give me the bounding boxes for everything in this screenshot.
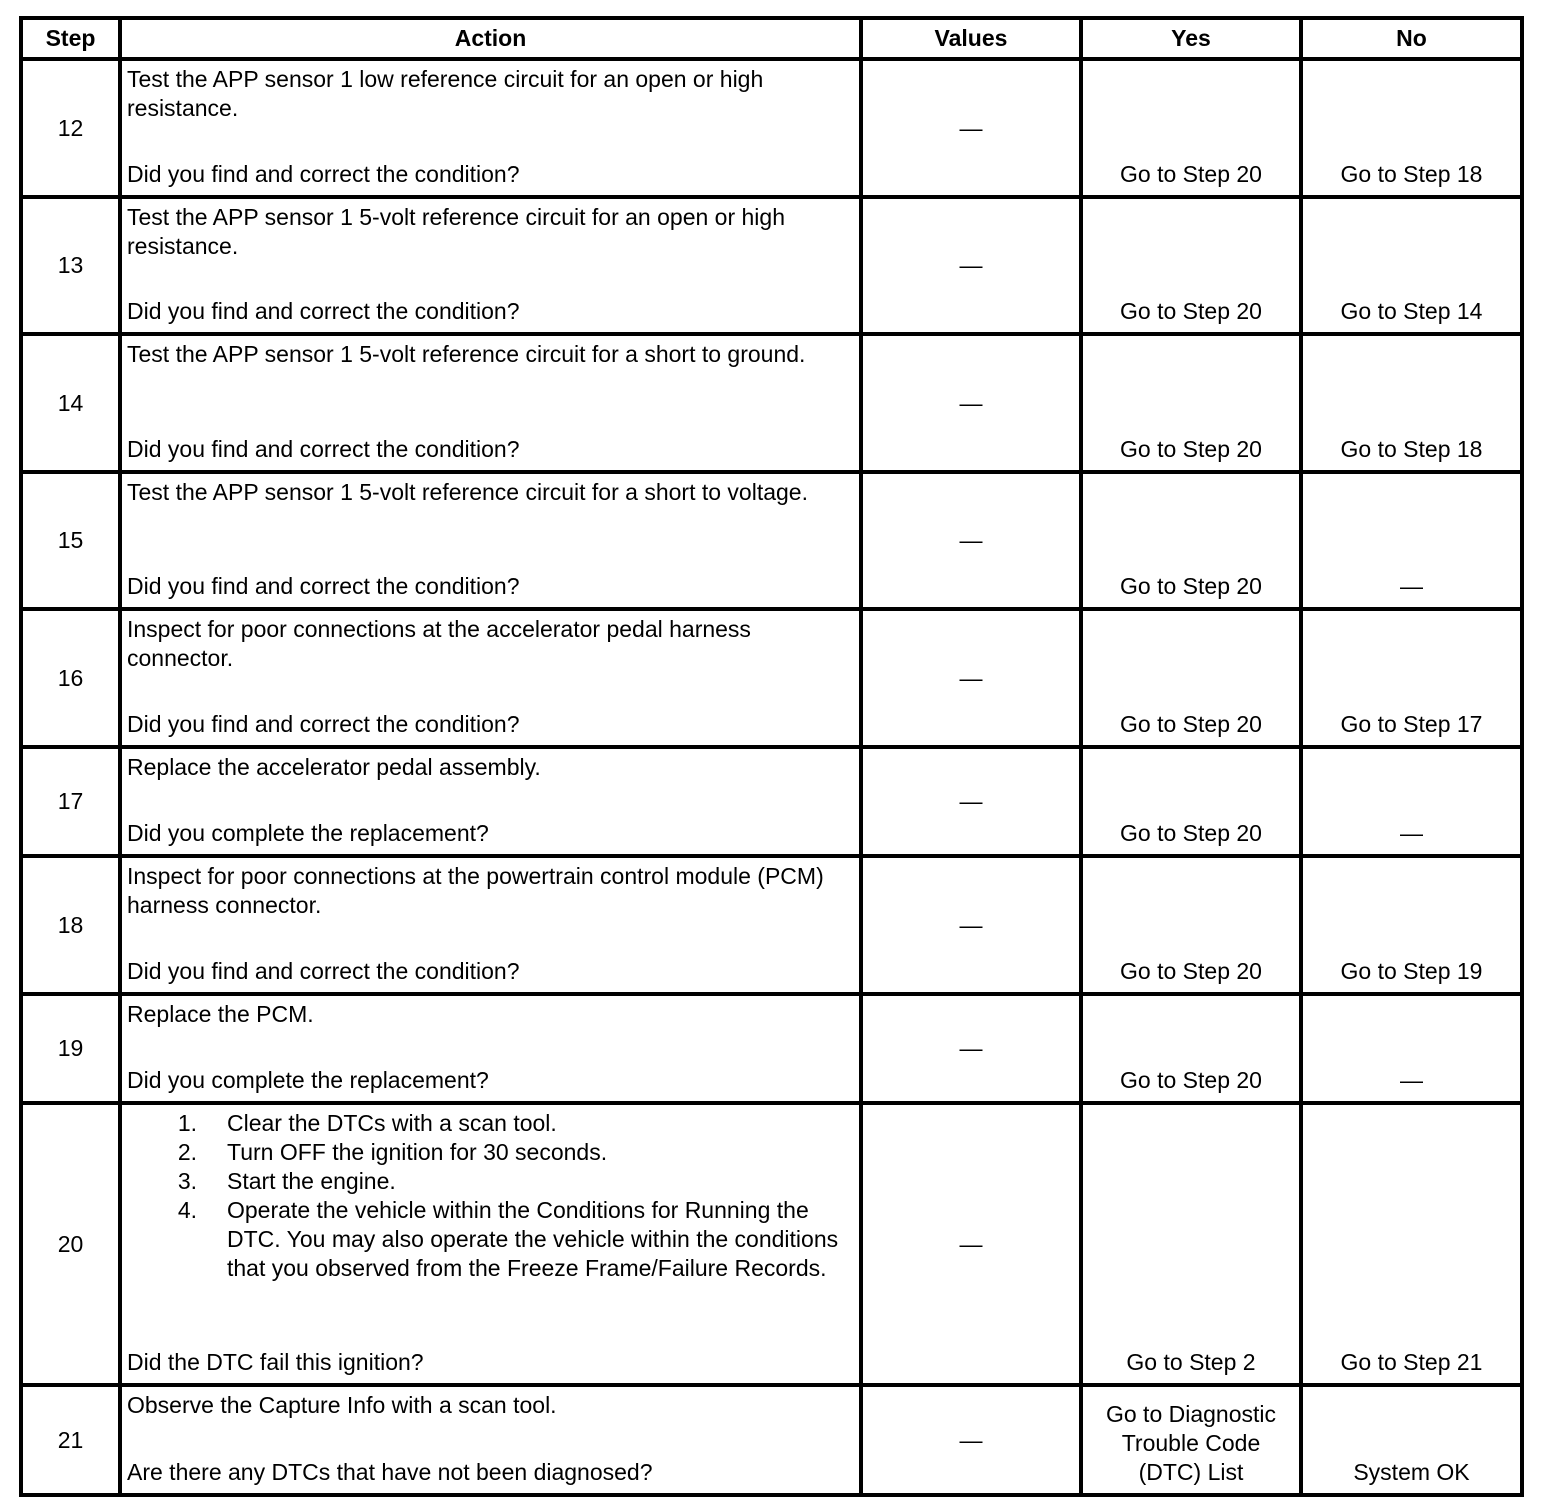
action-content xyxy=(122,199,859,332)
action-question: Did you find and correct the condition? xyxy=(127,711,520,737)
action-cell xyxy=(120,472,861,609)
action-text: Test the APP sensor 1 low reference circuit for an open or high resistance. xyxy=(127,66,764,121)
table-row xyxy=(21,197,1522,334)
step-number: 18 xyxy=(21,856,120,994)
values-cell: — xyxy=(861,1385,1081,1495)
values-cell: — xyxy=(861,1103,1081,1385)
values-cell: — xyxy=(861,994,1081,1103)
action-question: Did you find and correct the condition? xyxy=(127,436,520,462)
no-cell xyxy=(1301,334,1522,472)
action-cell xyxy=(120,747,861,856)
yes-result: Go to Step 20 xyxy=(1120,820,1262,846)
yes-cell xyxy=(1081,334,1301,472)
action-text: Replace the accelerator pedal assembly. xyxy=(127,754,541,780)
yes-result: Go to Step 20 xyxy=(1120,161,1262,187)
no-result: Go to Step 19 xyxy=(1340,958,1483,984)
list-item xyxy=(127,1138,845,1167)
step-number: 15 xyxy=(21,472,120,609)
no-result: — xyxy=(1400,573,1423,599)
list-item-number: 1. xyxy=(177,1110,197,1136)
values-cell: — xyxy=(861,59,1081,197)
yes-cell xyxy=(1081,609,1301,747)
yes-result: Go to Diagnostic Trouble Code (DTC) List xyxy=(1105,1401,1277,1485)
table-row xyxy=(21,1103,1522,1385)
action-text: Observe the Capture Info with a scan tool. xyxy=(127,1392,557,1418)
table-row xyxy=(21,59,1522,197)
no-result: Go to Step 17 xyxy=(1340,711,1483,737)
yes-cell xyxy=(1081,197,1301,334)
no-result: — xyxy=(1400,1067,1423,1093)
action-question: Are there any DTCs that have not been diagnosed? xyxy=(127,1459,653,1485)
yes-result: Go to Step 20 xyxy=(1120,958,1262,984)
action-content xyxy=(122,336,859,470)
no-cell xyxy=(1301,856,1522,994)
no-cell xyxy=(1301,1385,1522,1495)
list-item-number: 2. xyxy=(177,1139,197,1165)
values-cell: — xyxy=(861,197,1081,334)
yes-cell xyxy=(1081,59,1301,197)
step-number: 19 xyxy=(21,994,120,1103)
yes-result: Go to Step 20 xyxy=(1120,436,1262,462)
no-cell xyxy=(1301,747,1522,856)
yes-result: Go to Step 20 xyxy=(1120,573,1262,599)
action-content xyxy=(122,611,859,745)
action-cell xyxy=(120,1103,861,1385)
no-cell xyxy=(1301,472,1522,609)
table-row xyxy=(21,747,1522,856)
values-cell: — xyxy=(861,334,1081,472)
table-row xyxy=(21,334,1522,472)
list-item xyxy=(127,1167,845,1196)
step-number: 13 xyxy=(21,197,120,334)
action-question: Did you find and correct the condition? xyxy=(127,161,520,187)
list-item xyxy=(127,1196,845,1283)
action-content xyxy=(122,858,859,992)
yes-result: Go to Step 20 xyxy=(1120,711,1262,737)
action-content xyxy=(122,996,859,1101)
action-content xyxy=(122,749,859,854)
no-cell xyxy=(1301,609,1522,747)
header-yes: Yes xyxy=(1081,18,1301,59)
no-result: Go to Step 18 xyxy=(1340,436,1483,462)
values-cell: — xyxy=(861,856,1081,994)
yes-cell xyxy=(1081,994,1301,1103)
list-item-number: 4. xyxy=(177,1197,197,1223)
action-cell xyxy=(120,609,861,747)
table-row xyxy=(21,856,1522,994)
action-question: Did you find and correct the condition? xyxy=(127,573,520,599)
action-cell xyxy=(120,197,861,334)
step-number: 20 xyxy=(21,1103,120,1385)
yes-cell xyxy=(1081,1385,1301,1495)
no-cell xyxy=(1301,59,1522,197)
no-result: — xyxy=(1400,820,1423,846)
action-content xyxy=(122,474,859,607)
step-number: 21 xyxy=(21,1385,120,1495)
values-cell: — xyxy=(861,747,1081,856)
step-number: 14 xyxy=(21,334,120,472)
action-text: Replace the PCM. xyxy=(127,1001,314,1027)
table-row xyxy=(21,472,1522,609)
list-item-number: 3. xyxy=(177,1168,197,1194)
diagnostic-table xyxy=(19,16,1524,1497)
no-cell xyxy=(1301,1103,1522,1385)
action-question: Did you complete the replacement? xyxy=(127,820,489,846)
action-content xyxy=(122,1387,859,1493)
action-question: Did you find and correct the condition? xyxy=(127,958,520,984)
yes-result: Go to Step 20 xyxy=(1120,298,1262,324)
header-values: Values xyxy=(861,18,1081,59)
yes-cell xyxy=(1081,1103,1301,1385)
action-content xyxy=(122,1105,859,1383)
step-number: 12 xyxy=(21,59,120,197)
action-step-list xyxy=(127,1109,845,1283)
no-result: Go to Step 21 xyxy=(1340,1349,1483,1375)
list-item-text: Turn OFF the ignition for 30 seconds. xyxy=(227,1139,608,1165)
no-cell xyxy=(1301,994,1522,1103)
yes-cell xyxy=(1081,472,1301,609)
list-item xyxy=(127,1109,845,1138)
header-action: Action xyxy=(120,18,861,59)
header-no: No xyxy=(1301,18,1522,59)
action-text: Inspect for poor connections at the powertrain control module (PCM) harness connector. xyxy=(127,863,824,918)
action-text: Test the APP sensor 1 5-volt reference circuit for an open or high resistance. xyxy=(127,204,785,259)
action-question: Did the DTC fail this ignition? xyxy=(127,1349,424,1375)
header-row xyxy=(21,18,1522,59)
no-result: System OK xyxy=(1353,1459,1470,1485)
action-question: Did you find and correct the condition? xyxy=(127,298,520,324)
values-cell: — xyxy=(861,472,1081,609)
action-cell xyxy=(120,59,861,197)
list-item-text: Operate the vehicle within the Conditions for Running the DTC. You may also operate the vehicle within the conditions that you observed from the Freeze Frame/Failure Records. xyxy=(227,1197,839,1281)
table-row xyxy=(21,1385,1522,1495)
action-cell xyxy=(120,334,861,472)
action-text: Test the APP sensor 1 5-volt reference circuit for a short to voltage. xyxy=(127,479,808,505)
action-cell xyxy=(120,856,861,994)
no-cell xyxy=(1301,197,1522,334)
step-number: 17 xyxy=(21,747,120,856)
no-result: Go to Step 14 xyxy=(1340,298,1483,324)
header-step: Step xyxy=(21,18,120,59)
action-question: Did you complete the replacement? xyxy=(127,1067,489,1093)
list-item-text: Clear the DTCs with a scan tool. xyxy=(227,1110,557,1136)
action-text: Test the APP sensor 1 5-volt reference circuit for a short to ground. xyxy=(127,341,806,367)
yes-cell xyxy=(1081,856,1301,994)
step-number: 16 xyxy=(21,609,120,747)
values-cell: — xyxy=(861,609,1081,747)
action-text: Inspect for poor connections at the accelerator pedal harness connector. xyxy=(127,616,751,671)
action-content xyxy=(122,61,859,195)
action-cell xyxy=(120,994,861,1103)
list-item-text: Start the engine. xyxy=(227,1168,396,1194)
yes-cell xyxy=(1081,747,1301,856)
no-result: Go to Step 18 xyxy=(1340,161,1483,187)
action-cell xyxy=(120,1385,861,1495)
table-row xyxy=(21,609,1522,747)
yes-result: Go to Step 2 xyxy=(1126,1349,1256,1375)
table-row xyxy=(21,994,1522,1103)
yes-result: Go to Step 20 xyxy=(1120,1067,1262,1093)
